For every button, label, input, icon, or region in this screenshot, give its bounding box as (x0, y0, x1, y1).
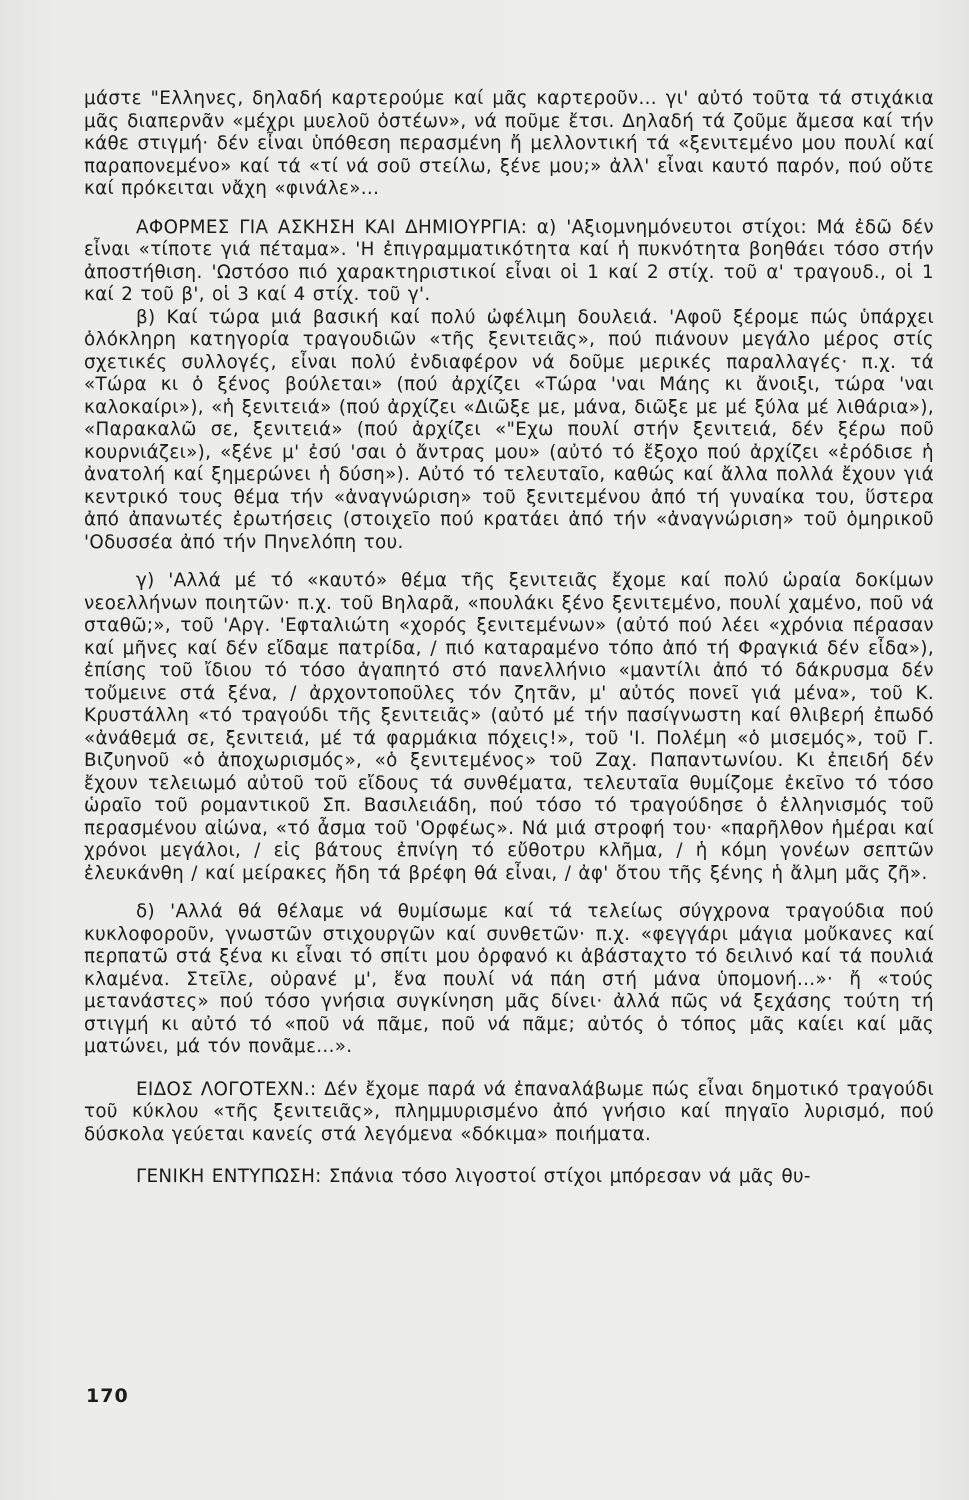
paragraph-b: β) Καί τώρα μιά βασική καί πολύ ὠφέλιμη δουλειά. 'Αφοῦ ξέρομε πώς ὑπάρχει ὁλόκληρη κατηγορία τραγουδιῶν «τῆς ξενιτειᾶς», πού πιάνουν μεγάλο μέρος στίς σχετικές συλλογές, εἶναι πολύ ἐνδιαφέρον νά δοῦμε μερικές παραλλαγές· π.χ. τά «Τώρα κι ὁ ξένος βούλεται» (πού ἀρχίζει «Τώρα 'ναι Μάης κι ἄνοιξι, τώρα 'ναι καλοκαίρι»), «ἡ ξενιτειά» (πού ἀρχίζει «Διῶξε με, μάνα, διῶξε με μέ ξύλα μέ λιθάρια»), «Παρακαλῶ σε, ξενιτειά» (πού ἀρχίζει «"Εχω πουλί στήν ξενιτειά, δέν ξέρω ποῦ κουρνιάζει»), «ξένε μ' ἐσύ 'σαι ὁ ἄντρας μου» (αὐτό τό ἔξοχο πού ἀρχίζει «ἐρόδισε ἡ ἀνατολή καί ξημερώνει ἡ δύση»). Αὐτό τό τελευταῖο, καθώς καί ἄλλα πολλά ἔχουν γιά κεντρικό τους θέμα τήν «ἀναγνώριση» τοῦ ξενιτεμένου ἀπό τή γυναίκα του, ὕστερα ἀπό ἀπανωτές ἐρωτήσεις (στοιχεῖο πού κρατάει ἀπό τήν «ἀναγνώριση» τοῦ ὁμηρικοῦ 'Οδυσσέα ἀπό τήν Πηνελόπη του. (84, 306, 934, 553)
paragraph-aformes-a: ΑΦΟΡΜΕΣ ΓΙΑ ΑΣΚΗΣΗ ΚΑΙ ΔΗΜΙΟΥΡΓΙΑ: α) 'Αξιομνημόνευτοι στίχοι: Μά ἐδῶ δέν εἶναι «τίποτε γιά πέταμα». 'Η ἐπιγραμματικότητα καί ἡ πυκνότητα βοηθάει τόσο στήν ἀποστήθιση. 'Ωστόσο πιό χαρακτηριστικοί εἶναι οἱ 1 καί 2 στίχ. τοῦ α' τραγουδ., οἱ 1 καί 2 τοῦ β', οἱ 3 καί 4 στίχ. τοῦ γ'. (84, 216, 934, 305)
body-text (84, 88, 934, 1189)
paragraph-c: γ) 'Αλλά μέ τό «καυτό» θέμα τῆς ξενιτειᾶς ἔχομε καί πολύ ὡραία δοκίμων νεοελλήνων ποιητῶν· π.χ. τοῦ Βηλαρᾶ, «πουλάκι ξένο ξενιτεμένο, πουλί χαμένο, ποῦ νά σταθῶ;», τοῦ 'Αργ. 'Εφταλιώτη «χορός ξενιτεμένων» (αὐτό πού λέει «χρόνια πέρασαν καί μῆνες καί δέν εἴδαμε πατρίδα, / πιό καταραμένο τόπο ἀπό τή Φραγκιά δέν εἶδα»), ἐπίσης τοῦ ἴδιου τό τόσο ἀγαπητό στό πανελλήνιο «μαντίλι ἀπό τό δάκρυσμα δέν τοὔμεινε στά ξένα, / ἀρχοντοποῦλες τόν ζητᾶν, μ' αὐτός πονεῖ γιά μένα», τοῦ Κ. Κρυστάλλη «τό τραγούδι τῆς ξενιτειᾶς» (αὐτό μέ τήν πασίγνωστη καί θλιβερή ἐπωδό «ἀνάθεμά σε, ξενιτειά, μέ τά φαρμάκια πόχεις!», τοῦ 'Ι. Πολέμη «ὁ μισεμός», τοῦ Γ. Βιζυηνοῦ «ὁ ἀποχωρισμός», «ὁ ξενιτεμένος» τοῦ Ζαχ. Παπαντωνίου. Κι ἐπειδή δέν ἔχουν τελειωμό αὐτοῦ τοῦ εἴδους τά συνθέματα, τελευταῖα θυμίζομε ἐκεῖνο τό τόσο ὡραῖο τοῦ ρομαντικοῦ Σπ. Βασιλειάδη, πού τόσο τό τραγούδησε ὁ ἑλληνισμός τοῦ περασμένου αἰώνα, «τό ἆσμα τοῦ 'Ορφέως». Νά μιά στροφή του· «παρῆλθον ἡμέραι καί χρόνοι μεγάλοι, / εἰς βάτους ἐπνίγη τό εὔθοτρυ κλῆμα, / ἡ κόμη γονέων σεπτῶν ἐλευκάνθη / καί μείρακες ἤδη τά βρέφη θά εἶναι, / ἀφ' ὅτου τῆς ξένης ἡ ἄλμη μᾶς ζῆ». (84, 570, 934, 884)
page-number: 170 (86, 1385, 129, 1407)
paragraph-geniki: ΓΕΝΙΚΗ ΕΝΤΥΠΩΣΗ: Σπάνια τόσο λιγοστοί στίχοι μπόρεσαν νά μᾶς θυ- (136, 1166, 811, 1187)
paragraph-eidos: ΕΙΔΟΣ ΛΟΓΟΤΕΧΝ.: Δέν ἔχομε παρά νά ἐπαναλάβωμε πώς εἶναι δημοτικό τραγούδι τοῦ κύκλου «τῆς ξενιτειᾶς», πλημμυρισμένο ἀπό γνήσιο καί πηγαῖο λυρισμό, πού δύσκολα γεύεται κανείς στά λεγόμενα «δόκιμα» ποιήματα. (84, 1078, 934, 1145)
paragraph-d: δ) 'Αλλά θά θέλαμε νά θυμίσωμε καί τά τελείως σύγχρονα τραγούδια πού κυκλοφοροῦν, γνωστῶν στιχουργῶν καί συνθετῶν· π.χ. «φεγγάρι μάγια μοὔκανες καί περπατῶ στά ξένα κι εἶναι τό σπίτι μου ὀρφανό κι ἀβάσταχτο τό δειλινό καί τά πουλιά κλαμένα. Στεῖλε, οὐρανέ μ', ἕνα πουλί νά πάη στή μάνα ὑπομονή...»· ἤ «τούς μετανάστες» πού τόσο γνήσια συγκίνηση μᾶς δίνει· ἀλλά πῶς νά ξεχάσης τούτη τή στιγμή κι αὐτό τό «ποῦ νά πᾶμε, ποῦ νά πᾶμε; αὐτός ὁ τόπος μᾶς καίει καί μᾶς ματώνει, μά τόν πονᾶμε...». (84, 901, 934, 1057)
paragraph-opening: μάστε "Ελληνες, δηλαδή καρτερούμε καί μᾶς καρτεροῦν... γι' αὐτό τοῦτα τά στιχάκια μᾶς διαπερνᾶν «μέχρι μυελοῦ ὀστέων», νά ποῦμε ἔτσι. Δηλαδή τά ζοῦμε ἄμεσα καί τήν κάθε στιγμή· δέν εἶναι ὑπόθεση περασμένη ἤ μελλοντική τά «ξενιτεμένο μου πουλί καί παραπονεμένο» καί τά «τί νά σοῦ στείλω, ξένε μου;» ἀλλ' εἶναι καυτό παρόν, πού οὔτε καί πρόκειται νἄχη «φινάλε»... (84, 88, 934, 199)
